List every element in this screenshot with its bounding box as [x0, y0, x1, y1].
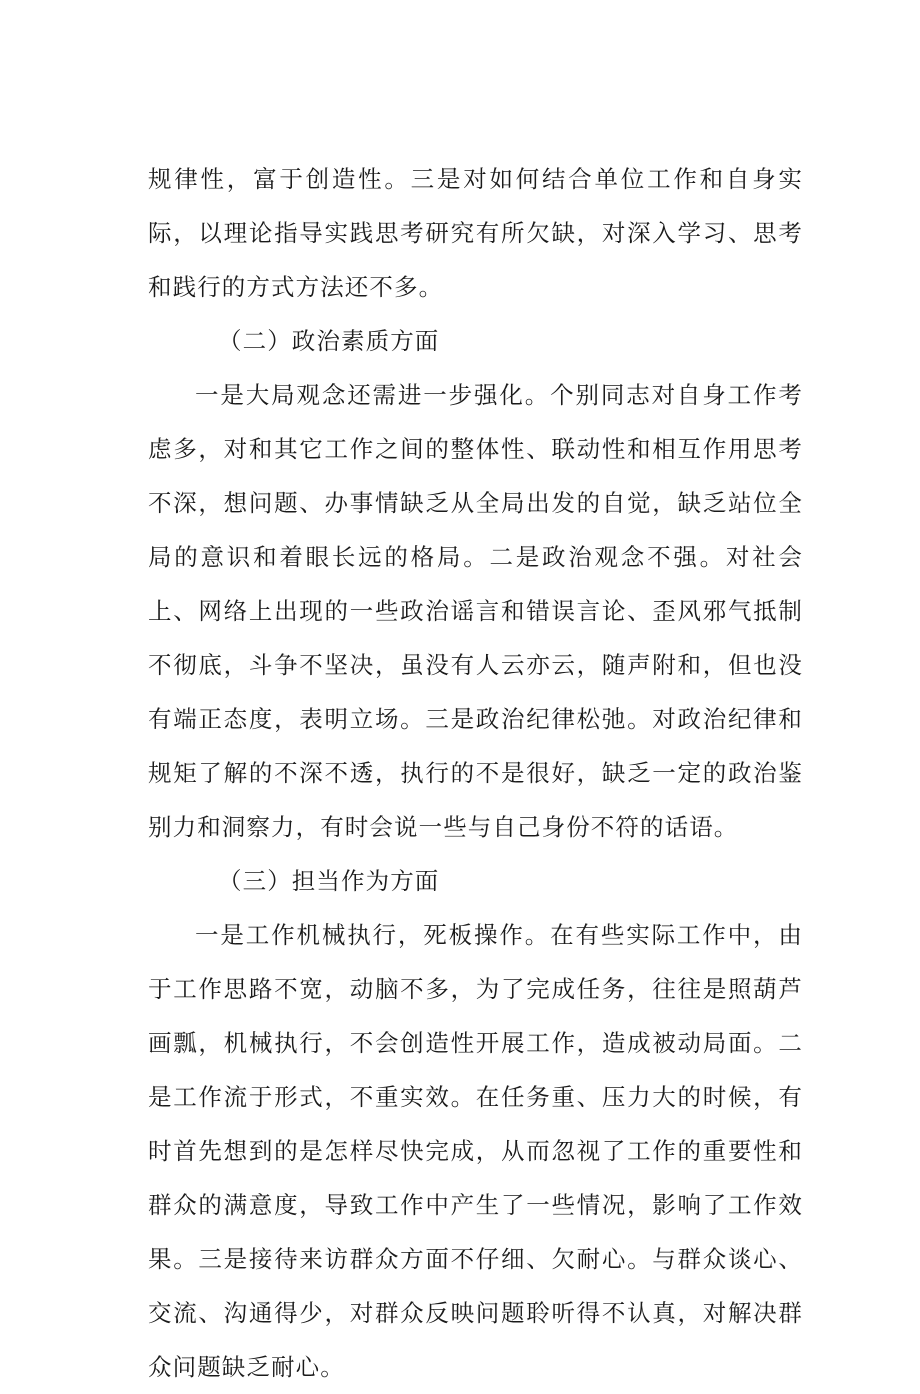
body-paragraph-political-quality: 一是大局观念还需进一步强化。个别同志对自身工作考虑多，对和其它工作之间的整体性、联动性和相互作用思考不深，想问题、办事情缺乏从全局出发的自觉，缺乏站位全局的意识和着眼长远的格局。二是政治观念不强。对社会上、网络上出现的一些政治谣言和错误言论、歪风邪气抵制不彻底，斗争不坚决，虽没有人云亦云，随声附和，但也没有端正态度，表明立场。三是政治纪律松弛。对政治纪律和规矩了解的不深不透，执行的不是很好，缺乏一定的政治鉴别力和洞察力，有时会说一些与自己身份不符的话语。	[148, 381, 803, 841]
body-paragraph-continued: 规律性，富于创造性。三是对如何结合单位工作和自身实际，以理论指导实践思考研究有所欠缺，对深入学习、思考和践行的方式方法还不多。	[148, 165, 803, 301]
document-body	[148, 152, 803, 1394]
section-heading-political-quality: （二）政治素质方面	[218, 327, 440, 355]
section-heading-responsibility: （三）担当作为方面	[218, 867, 440, 895]
body-paragraph-responsibility: 一是工作机械执行，死板操作。在有些实际工作中，由于工作思路不宽，动脑不多，为了完成任务，往往是照葫芦画瓢，机械执行，不会创造性开展工作，造成被动局面。二是工作流于形式，不重实效。在任务重、压力大的时候，有时首先想到的是怎样尽快完成，从而忽视了工作的重要性和群众的满意度，导致工作中产生了一些情况，影响了工作效果。三是接待来访群众方面不仔细、欠耐心。与群众谈心、交流、沟通得少，对群众反映问题聆听得不认真，对解决群众问题缺乏耐心。	[148, 921, 803, 1381]
